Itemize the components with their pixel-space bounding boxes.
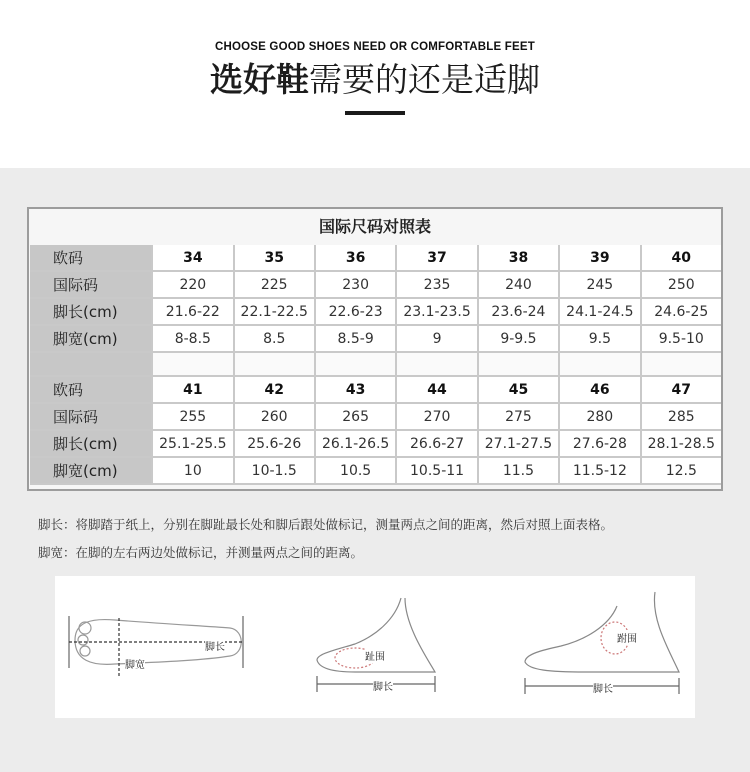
size-cell: 22.6-23 (316, 299, 397, 326)
size-cell: 230 (316, 272, 397, 299)
size-cell: 27.1-27.5 (479, 431, 560, 458)
size-cell: 24.1-24.5 (560, 299, 641, 326)
size-cell: 10 (153, 458, 234, 485)
size-cell: 265 (316, 404, 397, 431)
size-cell: 36 (316, 245, 397, 272)
measurement-notes (38, 514, 613, 570)
size-cell: 24.6-25 (642, 299, 721, 326)
blank-cell (397, 353, 478, 377)
title-underline (345, 111, 405, 115)
size-cell: 285 (642, 404, 721, 431)
blank-cell (560, 353, 641, 377)
separator-row (30, 353, 721, 377)
size-cell: 240 (479, 272, 560, 299)
foot-illustration (55, 576, 695, 718)
foot-length-row (30, 299, 721, 326)
size-cell: 235 (397, 272, 478, 299)
size-cell: 8.5 (235, 326, 316, 353)
label-length-side: 脚长 (373, 678, 393, 693)
size-cell: 8-8.5 (153, 326, 234, 353)
header-title-bold: 选好鞋 (210, 60, 309, 99)
blank-cell (642, 353, 721, 377)
size-cell: 10.5 (316, 458, 397, 485)
blank-cell (153, 353, 234, 377)
size-cell: 40 (642, 245, 721, 272)
row-label: 国际码 (30, 404, 153, 431)
size-cell: 38 (479, 245, 560, 272)
foot-length-row (30, 431, 721, 458)
size-cell: 8.5-9 (316, 326, 397, 353)
size-cell: 10.5-11 (397, 458, 478, 485)
size-cell: 44 (397, 377, 478, 404)
size-cell: 35 (235, 245, 316, 272)
size-cell: 46 (560, 377, 641, 404)
size-cell: 220 (153, 272, 234, 299)
eu-size-row (30, 245, 721, 272)
foot-width-row (30, 458, 721, 485)
row-label: 脚宽(cm) (30, 326, 153, 353)
label-length-footprint: 脚长 (205, 638, 225, 653)
header (0, 0, 750, 168)
row-label: 欧码 (30, 245, 153, 272)
label-width-footprint: 脚宽 (125, 656, 145, 671)
foot-drawings (55, 576, 695, 718)
row-label: 脚长(cm) (30, 299, 153, 326)
size-chart (27, 207, 723, 491)
size-cell: 9-9.5 (479, 326, 560, 353)
size-cell: 270 (397, 404, 478, 431)
size-cell: 275 (479, 404, 560, 431)
size-cell: 26.6-27 (397, 431, 478, 458)
header-title-rest: 需要的还是适脚 (309, 60, 540, 99)
size-cell: 255 (153, 404, 234, 431)
size-cell: 23.1-23.5 (397, 299, 478, 326)
row-label: 脚长(cm) (30, 431, 153, 458)
blank-label-cell (30, 353, 153, 377)
intl-size-row (30, 272, 721, 299)
size-cell: 28.1-28.5 (642, 431, 721, 458)
size-cell: 280 (560, 404, 641, 431)
row-label: 国际码 (30, 272, 153, 299)
size-table (30, 245, 721, 485)
note-length: 脚长：将脚踏于纸上，分别在脚趾最长处和脚后跟处做标记，测量两点之间的距离，然后对照上面表格。 (38, 517, 614, 532)
size-cell: 10-1.5 (235, 458, 316, 485)
intl-size-row (30, 404, 721, 431)
size-cell: 42 (235, 377, 316, 404)
size-cell: 34 (153, 245, 234, 272)
blank-cell (479, 353, 560, 377)
size-cell: 25.6-26 (235, 431, 316, 458)
eu-size-row (30, 377, 721, 404)
foot-width-row (30, 326, 721, 353)
size-cell: 21.6-22 (153, 299, 234, 326)
size-cell: 27.6-28 (560, 431, 641, 458)
size-cell: 11.5-12 (560, 458, 641, 485)
size-cell: 25.1-25.5 (153, 431, 234, 458)
size-cell: 12.5 (642, 458, 721, 485)
size-cell: 47 (642, 377, 721, 404)
note-width: 脚宽：在脚的左右两边处做标记，并测量两点之间的距离。 (38, 545, 364, 560)
blank-cell (316, 353, 397, 377)
size-chart-title: 国际尺码对照表 (318, 217, 431, 236)
size-cell: 9.5-10 (642, 326, 721, 353)
header-subtitle: CHOOSE GOOD SHOES NEED OR COMFORTABLE FEET (215, 41, 535, 53)
size-cell: 225 (235, 272, 316, 299)
size-cell: 45 (479, 377, 560, 404)
size-cell: 11.5 (479, 458, 560, 485)
size-cell: 260 (235, 404, 316, 431)
label-instep: 趾围 (365, 648, 385, 663)
size-cell: 250 (642, 272, 721, 299)
size-cell: 9 (397, 326, 478, 353)
size-cell: 39 (560, 245, 641, 272)
label-length-right: 脚长 (593, 680, 613, 695)
side-foot-right-icon (525, 592, 679, 694)
row-label: 欧码 (30, 377, 153, 404)
header-title (0, 60, 750, 100)
size-cell: 22.1-22.5 (235, 299, 316, 326)
size-cell: 41 (153, 377, 234, 404)
label-heel: 跗围 (617, 630, 637, 645)
size-cell: 26.1-26.5 (316, 431, 397, 458)
size-cell: 37 (397, 245, 478, 272)
size-cell: 9.5 (560, 326, 641, 353)
blank-cell (235, 353, 316, 377)
size-cell: 43 (316, 377, 397, 404)
size-cell: 23.6-24 (479, 299, 560, 326)
size-cell: 245 (560, 272, 641, 299)
row-label: 脚宽(cm) (30, 458, 153, 485)
